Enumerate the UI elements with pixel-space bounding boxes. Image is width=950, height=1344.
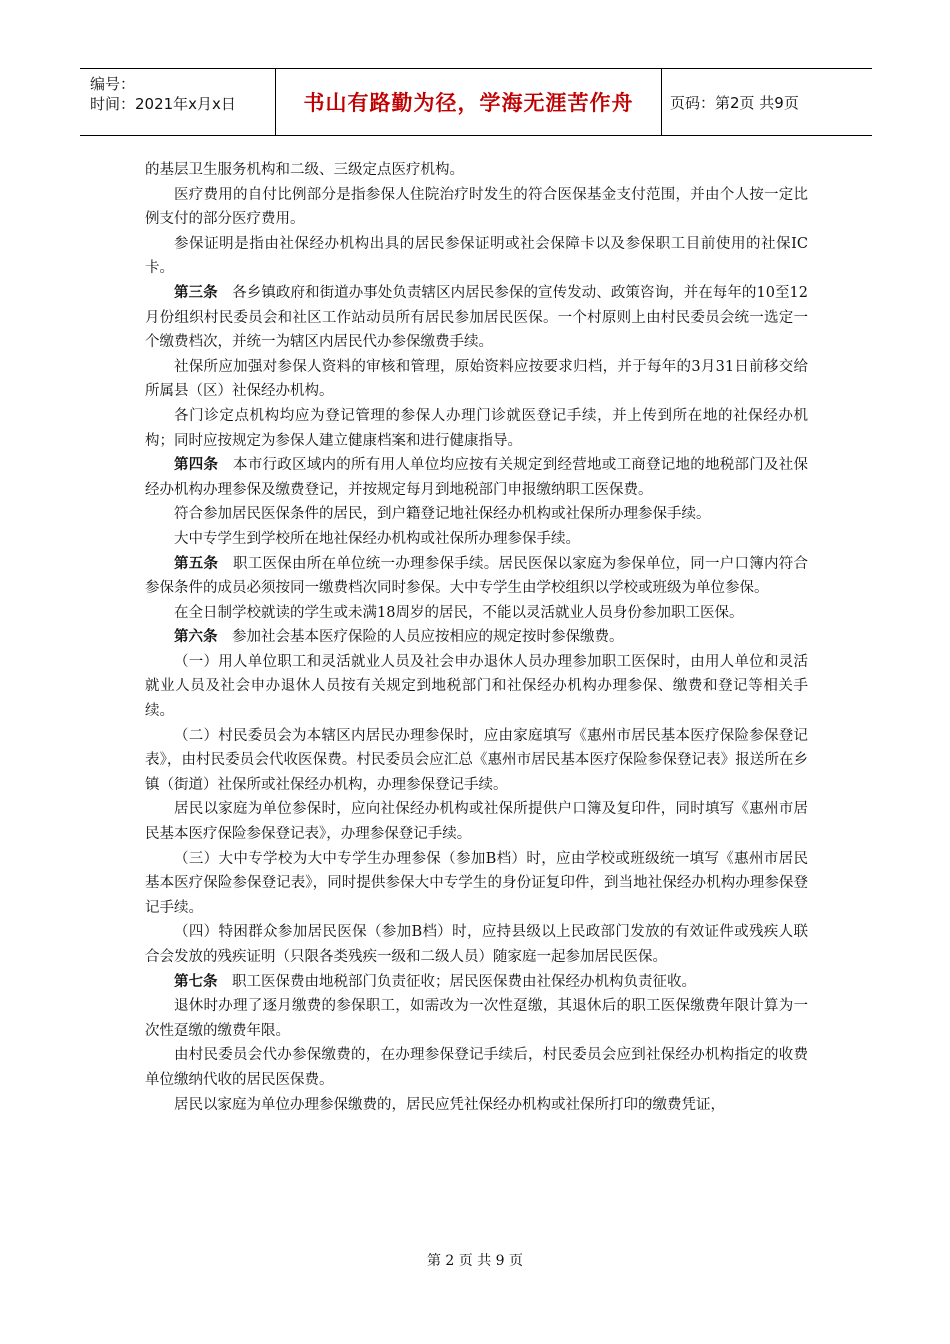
paragraph-text: （一）用人单位职工和灵活就业人员及社会申办退休人员办理参加职工医保时，由用人单位和灵活就业人员及社会申办退休人员按有关规定到地税部门和社保经办机构办理参保、缴费和登记等相关手续。 [145,653,808,720]
document-header [80,68,872,136]
paragraph [145,502,808,527]
motto: 书山有路勤为径，学海无涯苦作舟 [276,69,662,135]
paragraph [145,1043,808,1092]
paragraph [145,920,808,969]
paragraph [145,797,808,846]
paragraph-text: 大中专学生到学校所在地社保经办机构或社保所办理参保手续。 [174,530,580,547]
paragraph-text: 参加社会基本医疗保险的人员应按相应的规定按时参保缴费。 [217,629,624,646]
paragraph [145,453,808,502]
paragraph-text: 在全日制学校就读的学生或未满18周岁的居民，不能以灵活就业人员身份参加职工医保。 [174,604,744,621]
article-heading: 第七条 [174,973,218,990]
paragraph-text: （四）特困群众参加居民医保（参加B档）时，应持县级以上民政部门发放的有效证件或残疾人联合会发放的残疾证明（只限各类残疾一级和二级人员）随家庭一起参加居民医保。 [145,924,808,965]
time-label: 时间：2021年x月x日 [90,95,236,113]
paragraph [145,601,808,626]
page-footer: 第 2 页 共 9 页 [426,1253,524,1269]
header-page-label: 页码：第2页 共9页 [670,93,799,112]
paragraph-text: 本市行政区域内的所有用人单位均应按有关规定到经营地或工商登记地的地税部门及社保经办机构办理参保及缴费登记，并按规定每月到地税部门申报缴纳职工医保费。 [145,457,808,498]
paragraph [145,404,808,453]
paragraph [145,1093,808,1118]
paragraph [145,847,808,921]
number-label: 编号： [90,75,136,93]
paragraph [145,527,808,552]
article-heading: 第三条 [174,284,218,301]
paragraph [145,355,808,404]
article-heading: 第四条 [174,457,219,474]
paragraph [145,183,808,232]
paragraph-text: 的基层卫生服务机构和二级、三级定点医疗机构。 [145,162,464,178]
paragraph-text: 居民以家庭为单位办理参保缴费的，居民应凭社保经办机构或社保所打印的缴费凭证， [174,1096,725,1113]
paragraph [145,158,808,183]
paragraph [145,625,808,650]
paragraph-text: 职工医保由所在单位统一办理参保手续。居民医保以家庭为参保单位，同一户口簿内符合参保条件的成员必须按同一缴费档次同时参保。大中专学生由学校组织以学校或班级为单位参保。 [145,555,808,597]
document-body [145,158,808,1117]
article-heading: 第五条 [174,555,219,572]
article-heading: 第六条 [174,629,218,646]
paragraph [145,650,808,724]
paragraph [145,724,808,798]
paragraph-text: （二）村民委员会为本辖区内居民办理参保时，应由家庭填写《惠州市居民基本医疗保险参保登记表》，由村民委员会代收医保费。村民委员会应汇总《惠州市居民基本医疗保险参保登记表》报送所在乡镇（街道）社保所或社保经办机构，办理参保登记手续。 [145,727,808,793]
paragraph-text: 社保所应加强对参保人资料的审核和管理，原始资料应按要求归档，并于每年的3月31日前移交给所属县（区）社保经办机构。 [145,358,808,400]
paragraph-text: 参保证明是指由社保经办机构出具的居民参保证明或社会保障卡以及参保职工目前使用的社保IC卡。 [145,235,808,277]
paragraph-text: 职工医保费由地税部门负责征收；居民医保费由社保经办机构负责征收。 [217,973,696,990]
paragraph-text: 各乡镇政府和街道办事处负责辖区内居民参保的宣传发动、政策咨询，并在每年的10至12月份组织村民委员会和社区工作站动员所有居民参加居民医保。一个村原则上由村民委员会统一选定一个缴费档次，并统一为辖区内居民代办参保缴费手续。 [145,284,808,351]
paragraph-text: 由村民委员会代办参保缴费的，在办理参保登记手续后，村民委员会应到社保经办机构指定的收费单位缴纳代收的居民医保费。 [145,1047,808,1088]
paragraph [145,281,808,355]
paragraph-text: 符合参加居民医保条件的居民，到户籍登记地社保经办机构或社保所办理参保手续。 [174,506,711,523]
paragraph-text: 医疗费用的自付比例部分是指参保人住院治疗时发生的符合医保基金支付范围，并由个人按一定比例支付的部分医疗费用。 [145,186,808,228]
paragraph [145,552,808,601]
paragraph-text: 退休时办理了逐月缴费的参保职工，如需改为一次性趸缴，其退休后的职工医保缴费年限计算为一次性趸缴的缴费年限。 [145,998,808,1039]
header-meta-cell [80,69,276,135]
paragraph-text: 各门诊定点机构均应为登记管理的参保人办理门诊就医登记手续，并上传到所在地的社保经办机构；同时应按规定为参保人建立健康档案和进行健康指导。 [145,407,808,449]
paragraph-text: 居民以家庭为单位参保时，应向社保经办机构或社保所提供户口簿及复印件，同时填写《惠州市居民基本医疗保险参保登记表》，办理参保登记手续。 [145,801,808,843]
paragraph-text: （三）大中专学校为大中专学生办理参保（参加B档）时，应由学校或班级统一填写《惠州市居民基本医疗保险参保登记表》，同时提供参保大中专学生的身份证复印件，到当地社保经办机构办理参保登记手续。 [145,850,808,916]
paragraph [145,970,808,995]
paragraph [145,232,808,281]
paragraph [145,994,808,1043]
